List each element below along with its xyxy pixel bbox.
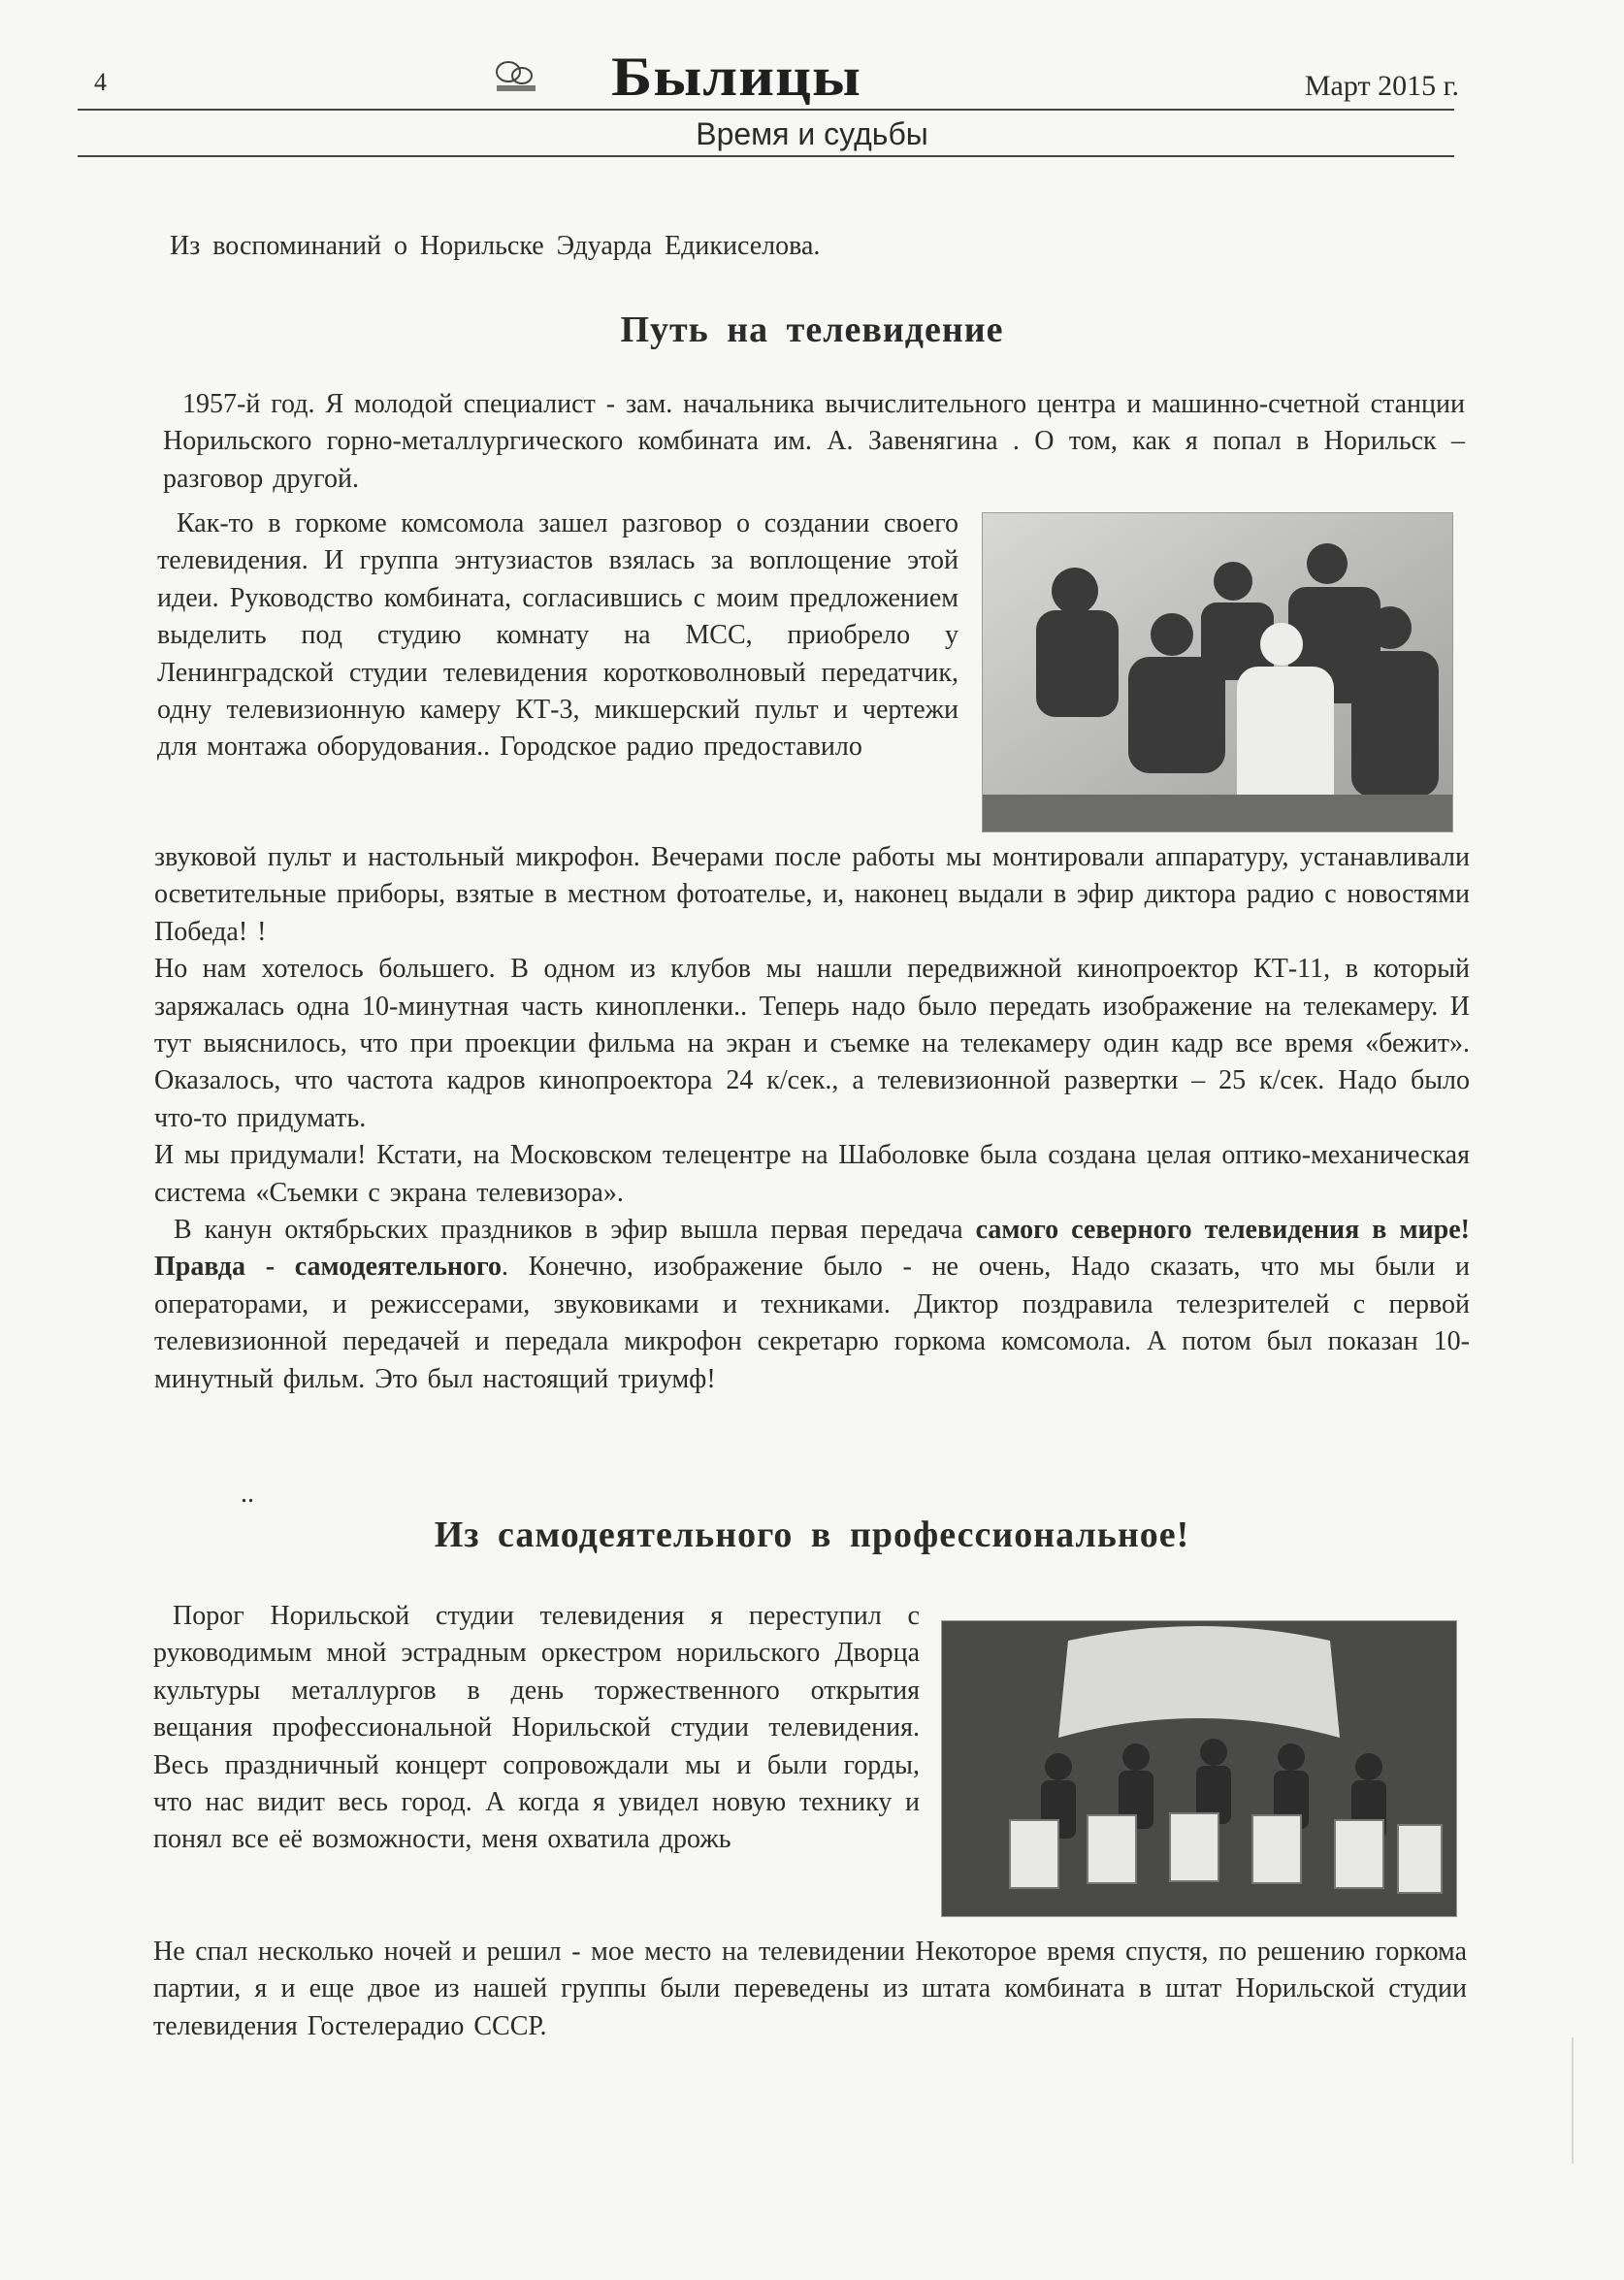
- continue-paragraph-2: [153, 1934, 1467, 2045]
- wrap-paragraph-2: [153, 1598, 920, 1859]
- continue-text-2: Не спал несколько ночей и решил - мое место на телевидении Некоторое время спустя, по решению горкома партии, я и еще двое из нашей группы были переведены из штата комбината в штат Норильской студии телевидения Гостелерадио СССР.: [153, 1937, 1467, 2041]
- section-title-2: Из самодеятельного в профессиональное!: [434, 1515, 1190, 1555]
- header-rule: [78, 109, 1454, 111]
- issue-date: Март 2015 г.: [1304, 70, 1459, 102]
- page-number: 4: [94, 68, 107, 96]
- bold-northern-tv: самого северного телевидения в мире!: [975, 1215, 1470, 1246]
- paragraph-invented: И мы придумали! Кстати, на Московском телецентре на Шаболовке была создана целая оптико-механическая система «Съемки с экрана телевизора».: [154, 1140, 1470, 1208]
- masthead: Былицы: [611, 45, 861, 108]
- bold-amateur: Правда - самодеятельного: [154, 1252, 503, 1283]
- wrap-text-2: Порог Норильской студии телевидения я переступил с руководимым мной эстрадным оркестром норильского Дворца культуры металлургов в день торжественного открытия вещания профессиональной Норильской студии телевидения. Весь праздничный концерт сопровождали мы и были горды, что нас видит весь город. А когда я увидел новую технику и понял все её возможности, меня охватила дрожь: [153, 1601, 920, 1855]
- dots: ..: [241, 1479, 254, 1509]
- photo-tv-group: [982, 512, 1453, 832]
- photo-orchestra: [941, 1620, 1457, 1917]
- wrap-text-1: Как-то в горкоме комсомола зашел разговор о создании своего телевидения. И группа энтузиастов взялась за воплощение этой идеи. Руководство комбината, согласившись с моим предложением выделить под студию комнату на МСС, приобрело у Ленинградской студии телевидения коротковолновый передатчик, одну телевизионную камеру КТ-3, микшерский пульт и чертежи для монтажа оборудования.. Городское радио предоставило: [157, 508, 958, 763]
- rubric-rule: [78, 155, 1454, 157]
- source-note: Из воспоминаний о Норильске Эдуарда Едикиселова.: [170, 231, 821, 261]
- wrap-paragraph-1: [157, 505, 958, 766]
- emblem-icon: [493, 58, 539, 95]
- paragraph-projector: Но нам хотелось большего. В одном из клубов мы нашли передвижной кинопроектор КТ-11, в который заряжалась одна 10-минутная часть кинопленки.. Теперь надо было передать изображение на телекамеру. И тут выяснилось, что при проекции фильма на экран и съемке на телекамеру один кадр все время «бежит». Оказалось, что частота кадров кинопроектора 24 к/сек., а телевизионной развертки – 25 к/сек. Надо было что-то придумать.: [154, 954, 1470, 1133]
- intro-text: 1957-й год. Я молодой специалист - зам. начальника вычислительного центра и машинно-счетной станции Норильского горно-металлургического комбината им. А. Завенягина . О том, как я попал в Норильск – разговор другой.: [163, 389, 1465, 494]
- continue-text-1: звуковой пульт и настольный микрофон. Вечерами после работы мы монтировали аппаратуру, устанавливали осветительные приборы, взятые в местном фотоателье, и, наконец выдали в эфир диктора радио с новостями Победа! !: [154, 842, 1470, 947]
- paragraph-first-broadcast: В канун октябрьских праздников в эфир вышла первая передача самого северного телевидения в мире! Правда - самодеятельного. Конечно, изображение было - не очень, Надо сказать, что мы были и операторами, и режиссерами, звуковиками и техниками. Диктор поздравила телезрителей с первой телевизионной передачей и передала микрофон секретарю горкома комсомола. А потом был показан 10-минутный фильм. Это был настоящий триумф!: [154, 1215, 1470, 1394]
- section-title-1: Путь на телевидение: [620, 309, 1004, 350]
- rubric: Время и судьбы: [696, 116, 928, 151]
- continue-paragraph-1: [154, 839, 1470, 1398]
- scan-edge-mark: [1572, 2037, 1574, 2164]
- intro-paragraph: [163, 386, 1465, 498]
